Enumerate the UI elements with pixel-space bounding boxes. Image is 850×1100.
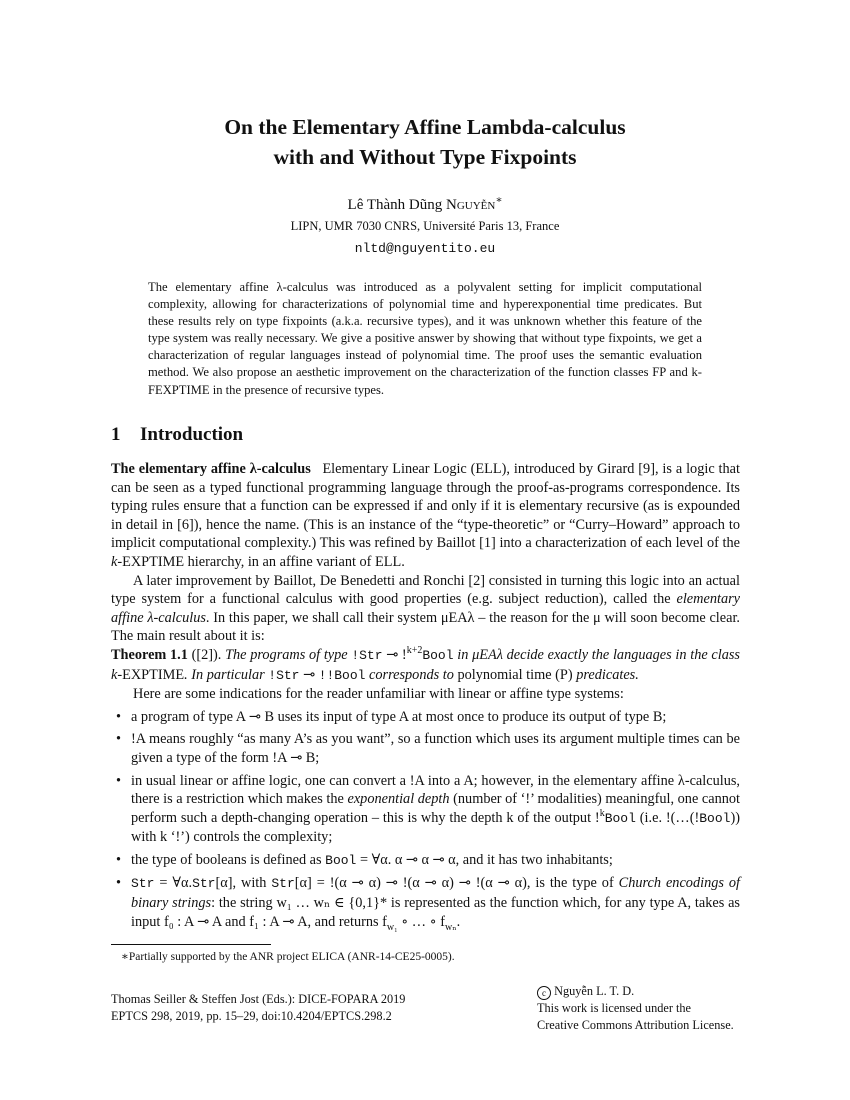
thm-r2: polynomial time (P) [457,666,573,683]
bullet-5-c: [α] = !(α ⊸ α) ⊸ !(α ⊸ α) ⊸ !(α ⊸ α), is the type of [294,875,619,892]
paragraph-ell [111,460,740,572]
thm-op2: ⊸ [299,666,319,683]
bullet-3-code2: Bool [699,810,731,826]
para2-text-a: A later improvement by Baillot, De Benedetti and Ronchi [2] consisted in turning this logic into an actual type system for a functional calculus with good properties (e.g. subject reduction), called the [111,572,740,608]
license-line-3[interactable]: Creative Commons Attribution License. [537,1017,734,1032]
bullet-5-a: = ∀α. [154,875,193,892]
thm-code2: Bool [422,647,454,663]
list-intro: Here are some indications for the reader unfamiliar with linear or affine type systems: [133,686,624,703]
bullet-5-em: Church encodings of binary strings [131,875,740,912]
bullet-3-a: in usual linear or affine logic, one can convert a !A into a A; however, in the elementary affine λ-calculus, there is a restriction which makes the [131,772,740,808]
bullet-icon: • [116,772,122,789]
para2-text-b: . In this paper, we shall call their system μEAλ – the reason for the μ will soon become clear. The main result about it is: [111,609,741,645]
abstract: The elementary affine λ-calculus was introduced as a polyvalent setting for implicit computational complexity, allowing for characterizations of polynomial time and hyperexponential time predicates. But these results rely on type fixpoints (a.k.a. recursive types), and it was unknown whether this feature of the type system was really necessary. We give a positive answer by showing that without type fixpoints, we get a characterization of regular languages instead of polynomial time. The proof uses the semantic evaluation method. We also propose an aesthetic improvement on the characterization of the function classes FP and k-FEXPTIME in the presence of recursive types. [148,280,702,397]
thm-code1: !Str [351,647,383,663]
list-item [111,772,740,847]
para1-text-a: Elementary Linear Logic (ELL), introduced by Girard [9], is a logic that can be seen as a typed functional programming language through the proof-as-programs correspondence. Its typing rules ensure that a function can be expressed if and only if it is elementary recursive (as is expounded in detail in [6]), hence the name. (This is an instance of the “type-theoretic” or “Curry–Howard” approach to implicit computational complexity.) This was refined by Baillot [1] into a characterization of each level of the [111,461,740,552]
thm-i2: in μEAλ decide exactly the languages in the class [453,646,740,663]
bullet-5-b: [α], with [215,875,272,892]
bullet-icon: • [116,731,122,748]
theorem-label: Theorem 1.1 [111,646,188,663]
section-title: Introduction [140,424,244,445]
author-family-name: Nguyễn [445,197,496,213]
bullet-5-e: ∘ … ∘ f [397,913,446,930]
thm-sup1: k+2 [406,645,423,657]
copyright-line [537,983,734,1000]
thm-op1: ⊸ ! [382,646,407,663]
bullet-5-f: . [456,913,461,930]
publication-info [111,991,405,1024]
list-item [111,708,740,727]
bullet-3-sup: k [599,807,605,819]
section-number: 1 [111,424,121,445]
bullet-5-sub2: wₙ [445,921,457,933]
bullet-1-text: a program of type A ⊸ B uses its input of type A at most once to produce its output of type B; [131,708,667,725]
bullet-3-b: (number of ‘!’ modalities) meaningful, one cannot perform such a depth-changing operation – this is why the depth k of the output ! [131,791,740,826]
thm-code3: !Str [268,667,300,683]
theorem-ref: ([2]). [187,646,222,663]
paragraph-improvement [111,572,740,646]
bullet-icon: • [116,875,122,892]
bullet-5-code2: Str [192,876,216,892]
bullet-icon: • [116,708,122,725]
bullet-5-code3: Str [271,876,295,892]
bullet-4-b: = ∀α. α ⊸ α ⊸ α, and it has two inhabitants; [356,851,613,868]
paper-title [0,112,850,172]
bullet-2-text: !A means roughly “as many A’s as you want”, so a function which uses its argument multiple times can be given a type of the form !A ⊸ B; [131,731,740,766]
bullet-3-code: Bool [604,810,636,826]
publication-line-1: Thomas Seiller & Steffen Jost (Eds.): DICE-FOPARA 2019 [111,992,406,1006]
bullet-3-c: (i.e. !(…(! [635,809,700,826]
list-item [111,851,740,871]
bullet-5-code: Str [131,876,155,892]
body-text [111,460,740,935]
thm-i3: . In particular [184,666,269,683]
bullet-5-d: : the string w₁ … wₙ ∈ {0,1}* is represented as the function which, for any type A, takes as input f₀ : A ⊸ A and f₁ : A ⊸ A, and returns f [131,895,740,930]
paragraph-heading: The elementary affine λ-calculus [111,461,311,477]
thm-i4: corresponds to [365,666,458,683]
author-footnote-mark: ∗ [495,195,503,206]
para1-text-b: -EXPTIME hierarchy, in an affine variant of ELL. [117,553,405,570]
thm-i1: The programs of type [221,646,352,663]
bullet-5-sub1: w₁ [386,921,398,933]
thm-k: k [111,666,118,683]
bullet-4-a: the type of booleans is defined as [131,851,326,868]
author-given-name: Lê Thành Dũng [347,197,446,213]
license-line-2: This work is licensed under the [537,1001,692,1015]
thm-code4: !!Bool [318,667,366,683]
title-line-2: with and Without Type Fixpoints [273,145,577,169]
email[interactable]: nltd@nguyentito.eu [354,241,496,256]
footnote-rule [111,944,271,945]
section-heading [111,424,243,446]
list-item [111,730,740,767]
author-name [0,197,850,214]
thm-r1: -EXPTIME [117,666,185,683]
thm-i5: predicates. [572,666,639,683]
bullet-3-em: exponential depth [347,791,450,808]
title-line-1: On the Elementary Affine Lambda-calculus [224,115,626,139]
publication-line-2[interactable]: EPTCS 298, 2019, pp. 15–29, doi:10.4204/EPTCS.298.2 [111,1008,392,1023]
para2-emphasis: elementary affine λ-calculus [111,591,740,626]
bullet-icon: • [116,851,122,868]
theorem-1-1 [111,646,740,685]
license-info [537,983,734,1033]
list-item [111,874,740,931]
copyright-holder: Nguyễn L. T. D. [551,984,635,998]
bullet-3-d: )) with k ‘!’) controls the complexity; [131,809,740,846]
affiliation: LIPN, UMR 7030 CNRS, Université Paris 13, France [290,219,560,233]
bullet-list [111,708,740,932]
para1-k: k [111,553,118,570]
bullet-4-code: Bool [325,852,357,868]
copyright-icon: c [537,986,551,1000]
footnote: ∗Partially supported by the ANR project ELICA (ANR-14-CE25-0005). [121,951,455,963]
